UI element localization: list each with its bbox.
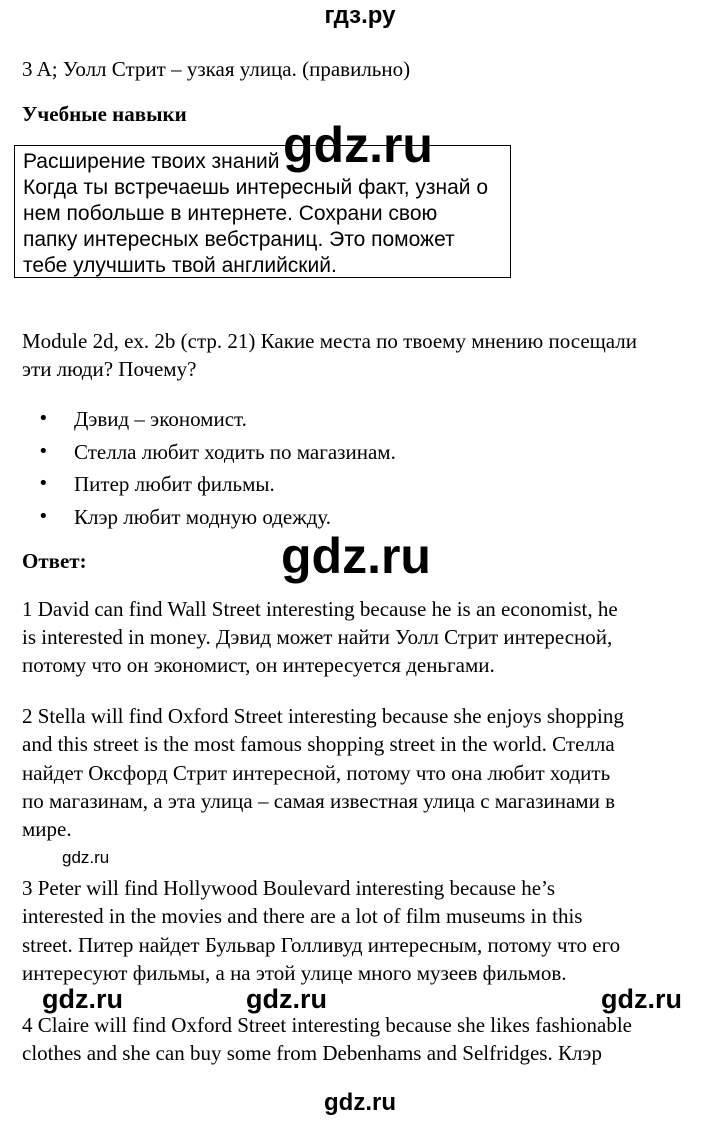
watermark-small: gdz.ru bbox=[62, 848, 110, 867]
paragraph-2-line: мире. bbox=[22, 817, 72, 841]
list-item: • Клэр любит модную одежду. bbox=[38, 501, 396, 534]
answer-3-line: 3 A; Уолл Стрит – узкая улица. (правильно) bbox=[22, 57, 411, 81]
tip-box-line: Когда ты встречаешь интересный факт, узнай о bbox=[23, 176, 489, 199]
study-skills-heading: Учебные навыки bbox=[22, 102, 187, 126]
list-item: • Дэвид – экономист. bbox=[38, 403, 396, 436]
paragraph-3-line: интересуют фильмы, а на этой улице много музеев фильмов. bbox=[22, 961, 567, 985]
tip-box-line: папку интересных вебстраниц. Это поможет bbox=[23, 228, 455, 251]
paragraph-1-line: 1 David can find Wall Street interesting because he is an economist, he bbox=[22, 597, 618, 621]
list-item: • Питер любит фильмы. bbox=[38, 468, 396, 501]
answer-label: Ответ: bbox=[22, 549, 87, 573]
paragraph-3-line: street. Питер найдет Бульвар Голливуд интересным, потому что его bbox=[22, 933, 621, 957]
watermark-large: gdz.ru bbox=[281, 528, 431, 584]
paragraph-2-line: по магазинам, а эта улица – самая известная улица с магазинами в bbox=[22, 789, 615, 813]
watermark-medium: gdz.ru bbox=[601, 984, 682, 1014]
paragraph-1-line: потому что он экономист, он интересуется деньгами. bbox=[22, 653, 495, 677]
list-item: • Стелла любит ходить по магазинам. bbox=[38, 436, 396, 469]
tip-box-line: Расширение твоих знаний bbox=[23, 150, 280, 173]
tip-box-line: тебе улучшить твой английский. bbox=[23, 254, 337, 277]
watermark-medium: gdz.ru bbox=[246, 984, 327, 1014]
paragraph-3-line: 3 Peter will find Hollywood Boulevard interesting because he’s bbox=[22, 876, 556, 900]
paragraph-2-line: and this street is the most famous shopping street in the world. Стелла bbox=[22, 732, 615, 756]
paragraph-3-line: interested in the movies and there are a lot of film museums in this bbox=[22, 904, 583, 928]
watermark-medium: gdz.ru bbox=[42, 984, 123, 1014]
paragraph-4-line: 4 Claire will find Oxford Street interesting because she likes fashionable bbox=[22, 1013, 632, 1037]
watermark-footer: gdz.ru bbox=[324, 1089, 396, 1116]
task-line: эти люди? Почему? bbox=[22, 357, 197, 381]
task-line: Module 2d, ex. 2b (стр. 21) Какие места по твоему мнению посещали bbox=[22, 329, 638, 353]
tip-box bbox=[14, 145, 511, 278]
site-header: гдз.ру bbox=[324, 2, 396, 29]
paragraph-2-line: 2 Stella will find Oxford Street interesting because she enjoys shopping bbox=[22, 704, 624, 728]
watermark-large: gdz.ru bbox=[283, 117, 433, 173]
tip-box-line: нем побольше в интернете. Сохрани свою bbox=[23, 202, 438, 225]
paragraph-2-line: найдет Оксфорд Стрит интересной, потому что она любит ходить bbox=[22, 761, 611, 785]
paragraph-4-line: clothes and she can buy some from Debenhams and Selfridges. Клэр bbox=[22, 1041, 602, 1065]
bullet-list bbox=[38, 403, 396, 533]
paragraph-1-line: is interested in money. Дэвид может найти Уолл Стрит интересной, bbox=[22, 625, 613, 649]
